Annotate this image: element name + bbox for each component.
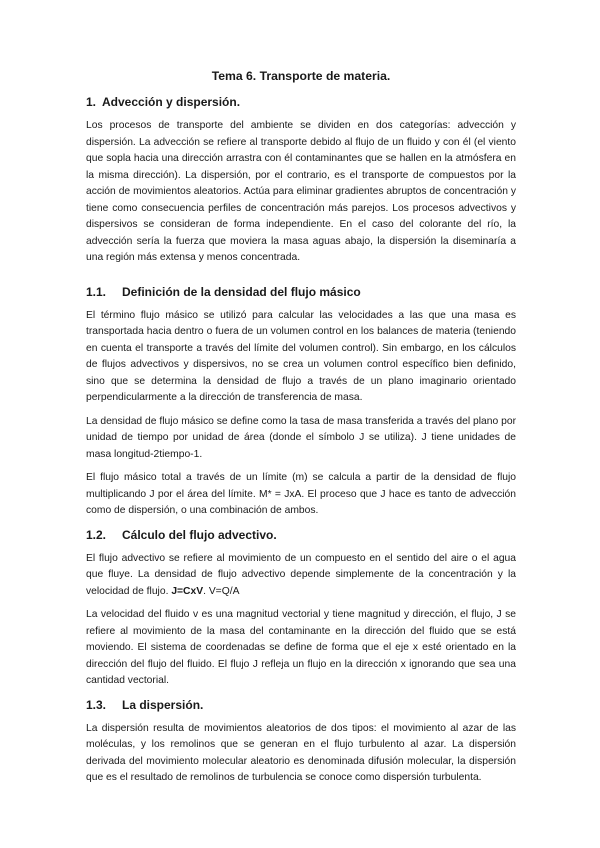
paragraph-1-2-2: La velocidad del fluido v es una magnitud vectorial y tiene magnitud y dirección, el flujo, J se refiere al movimiento de la masa del contaminante en la dirección del fluido que se está moviendo. El sistema de coordenadas se define de forma que el eje x esté orientado en la dirección del flujo del fluido. El flujo J refleja un flujo en la dirección x ignorando que sea una cantidad vectorial. [86,609,516,686]
section-heading-1 [86,94,516,110]
paragraph-text: El flujo advectivo se refiere al movimiento de un compuesto en el sentido del aire o el agua que fluye. La densidad de flujo advectivo depende simplemente de la concentración y la velocidad de flujo. [86,552,516,597]
paragraph-1-1: Los procesos de transporte del ambiente se dividen en dos categorías: advección y dispersión. La advección se refiere al transporte debido al flujo de un fluido y con él (el viento que sopla hacia una dirección arrastra con él contaminantes que se hallen en la atmósfera en la misma dirección). La dispersión, por el contrario, es el transporte de compuestos por la acción de movimientos aleatorios. Actúa para eliminar gradientes abruptos de concentración y tiene como consecuencia perfiles de concentración más parejos. Los procesos advectivos y dispersivos se consideran de forma independiente. En el caso del colorante del río, la advección sería la fuerza que moviera la masa aguas abajo, la dispersión la diseminaría a una región más extensa y menos concentrada. [86,120,516,263]
section-title: Cálculo del flujo advectivo. [122,527,277,542]
paragraph-1-2-1 [86,551,516,601]
paragraph-1-1-3: El flujo másico total a través de un límite (m) se calcula a partir de la densidad de flujo multiplicando J por el área del límite. M* = JxA. El proceso que J hace es tanto de advección como de dispersión, o una combinación de ambos. [86,472,516,516]
paragraph-1-3-1: La dispersión resulta de movimientos aleatorios de dos tipos: el movimiento al azar de las moléculas, y los remolinos que se generan en el flujo turbulento al azar. La dispersión derivada del movimiento molecular aleatorio es denominada difusión molecular, la dispersión que es el resultado de remolinos de turbulencia se conoce como dispersión turbulenta. [86,722,516,783]
paragraph-1-1-1: El término flujo másico se utilizó para calcular las velocidades a las que una masa es transportada hacia dentro o fuera de un volumen control en los balances de materia (teniendo en cuenta el transporte a través del límite del volumen control). Sin embargo, en los cálculos de flujos advectivos y dispersivos, no se crea un volumen control específico bien definido, sino que se determina la densidad de flujo a través de un plano imaginario orientado perpendicularmente a la dirección de transferencia de masa. [86,309,516,403]
document-title: Tema 6. Transporte de materia. [211,69,391,83]
section-number: 1.1. [86,284,107,299]
paragraph-1-1-2: La densidad de flujo másico se define como la tasa de masa transferida a través del plano por unidad de tiempo por unidad de área (donde el símbolo J se utiliza). J tiene unidades de masa longitud-2tiempo-1. [86,415,516,460]
document-page [86,68,516,794]
section-heading-1-1 [86,284,516,300]
formula-velocity: . V=Q/A [203,585,240,597]
section-title: Advección y dispersión. [102,95,241,109]
section-heading-1-3 [86,697,516,713]
section-heading-1-2 [86,527,516,543]
formula-advective-flux: J=CxV [171,585,204,597]
section-title: La dispersión. [122,697,204,712]
section-number: 1. [86,95,97,109]
section-number: 1.2. [86,527,107,542]
section-title: Definición de la densidad del flujo másico [122,284,361,299]
section-number: 1.3. [86,697,107,712]
